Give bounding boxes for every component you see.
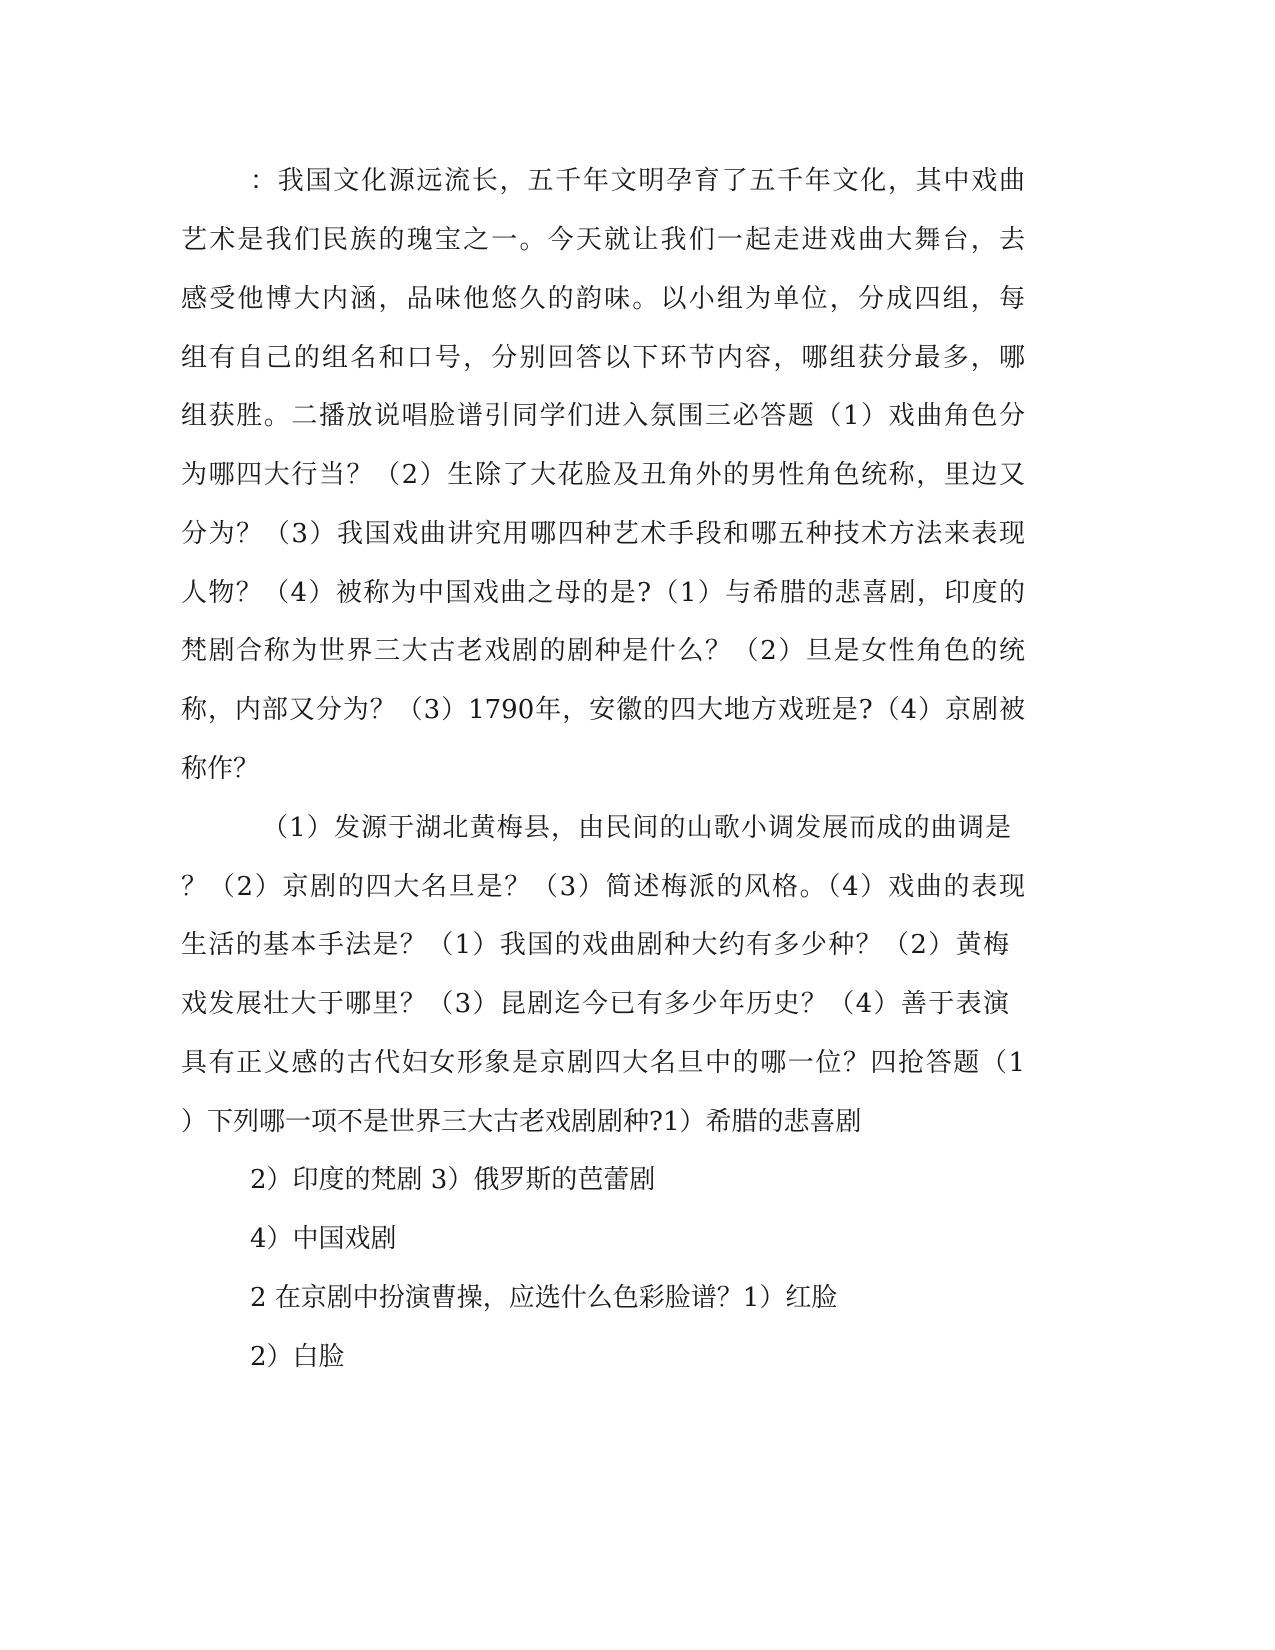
paragraph-1-line-3: 感受他博大内涵，品味他悠久的韵味。以小组为单位，分成四组，每 xyxy=(181,284,1025,314)
paragraph-1-line-4: 组有自己的组名和口号，分别回答以下环节内容，哪组获分最多，哪 xyxy=(181,343,1025,373)
option-line-1: 2）印度的梵剧 3）俄罗斯的芭蕾剧 xyxy=(250,1165,656,1195)
paragraph-1-line-11: 称作？ xyxy=(181,754,260,784)
paragraph-1-line-6: 为哪四大行当？（2）生除了大花脸及丑角外的男性角色统称，里边又 xyxy=(181,460,1025,490)
paragraph-1-line-2: 艺术是我们民族的瑰宝之一。今天就让我们一起走进戏曲大舞台，去 xyxy=(181,225,1025,255)
paragraph-2-line-3: 生活的基本手法是？（1）我国的戏曲剧种大约有多少种？（2）黄梅 xyxy=(181,930,1009,960)
paragraph-1-line-9: 梵剧合称为世界三大古老戏剧的剧种是什么？（2）旦是女性角色的统 xyxy=(181,636,1025,666)
paragraph-1-line-8: 人物？（4）被称为中国戏曲之母的是?（1）与希腊的悲喜剧，印度的 xyxy=(181,578,1025,608)
paragraph-2-line-1: （1）发源于湖北黄梅县，由民间的山歌小调发展而成的曲调是 xyxy=(262,813,1011,843)
paragraph-2-line-4: 戏发展壮大于哪里？（3）昆剧迄今已有多少年历史？（4）善于表演 xyxy=(181,989,1009,1019)
paragraph-2-line-2: ？（2）京剧的四大名旦是？（3）简述梅派的风格。（4）戏曲的表现 xyxy=(181,872,1025,902)
paragraph-2-line-6: ）下列哪一项不是世界三大古老戏剧剧种?1）希腊的悲喜剧 xyxy=(181,1107,862,1137)
option-line-2: 4）中国戏剧 xyxy=(250,1224,397,1254)
paragraph-2-line-5: 具有正义感的古代妇女形象是京剧四大名旦中的哪一位？四抢答题（1 xyxy=(181,1048,1025,1078)
paragraph-1-line-7: 分为？（3）我国戏曲讲究用哪四种艺术手段和哪五种技术方法来表现 xyxy=(181,519,1025,549)
paragraph-1-line-5: 组获胜。二播放说唱脸谱引同学们进入氛围三必答题（1）戏曲角色分 xyxy=(181,401,1025,431)
paragraph-1-line-1: ：我国文化源远流长，五千年文明孕育了五千年文化，其中戏曲 xyxy=(250,166,1025,196)
question-line: 2 在京剧中扮演曹操，应选什么色彩脸谱？1）红脸 xyxy=(250,1283,838,1313)
paragraph-1-line-10: 称，内部又分为？（3）1790年，安徽的四大地方戏班是?（4）京剧被 xyxy=(181,695,1025,725)
option-line-3: 2）白脸 xyxy=(250,1342,345,1372)
